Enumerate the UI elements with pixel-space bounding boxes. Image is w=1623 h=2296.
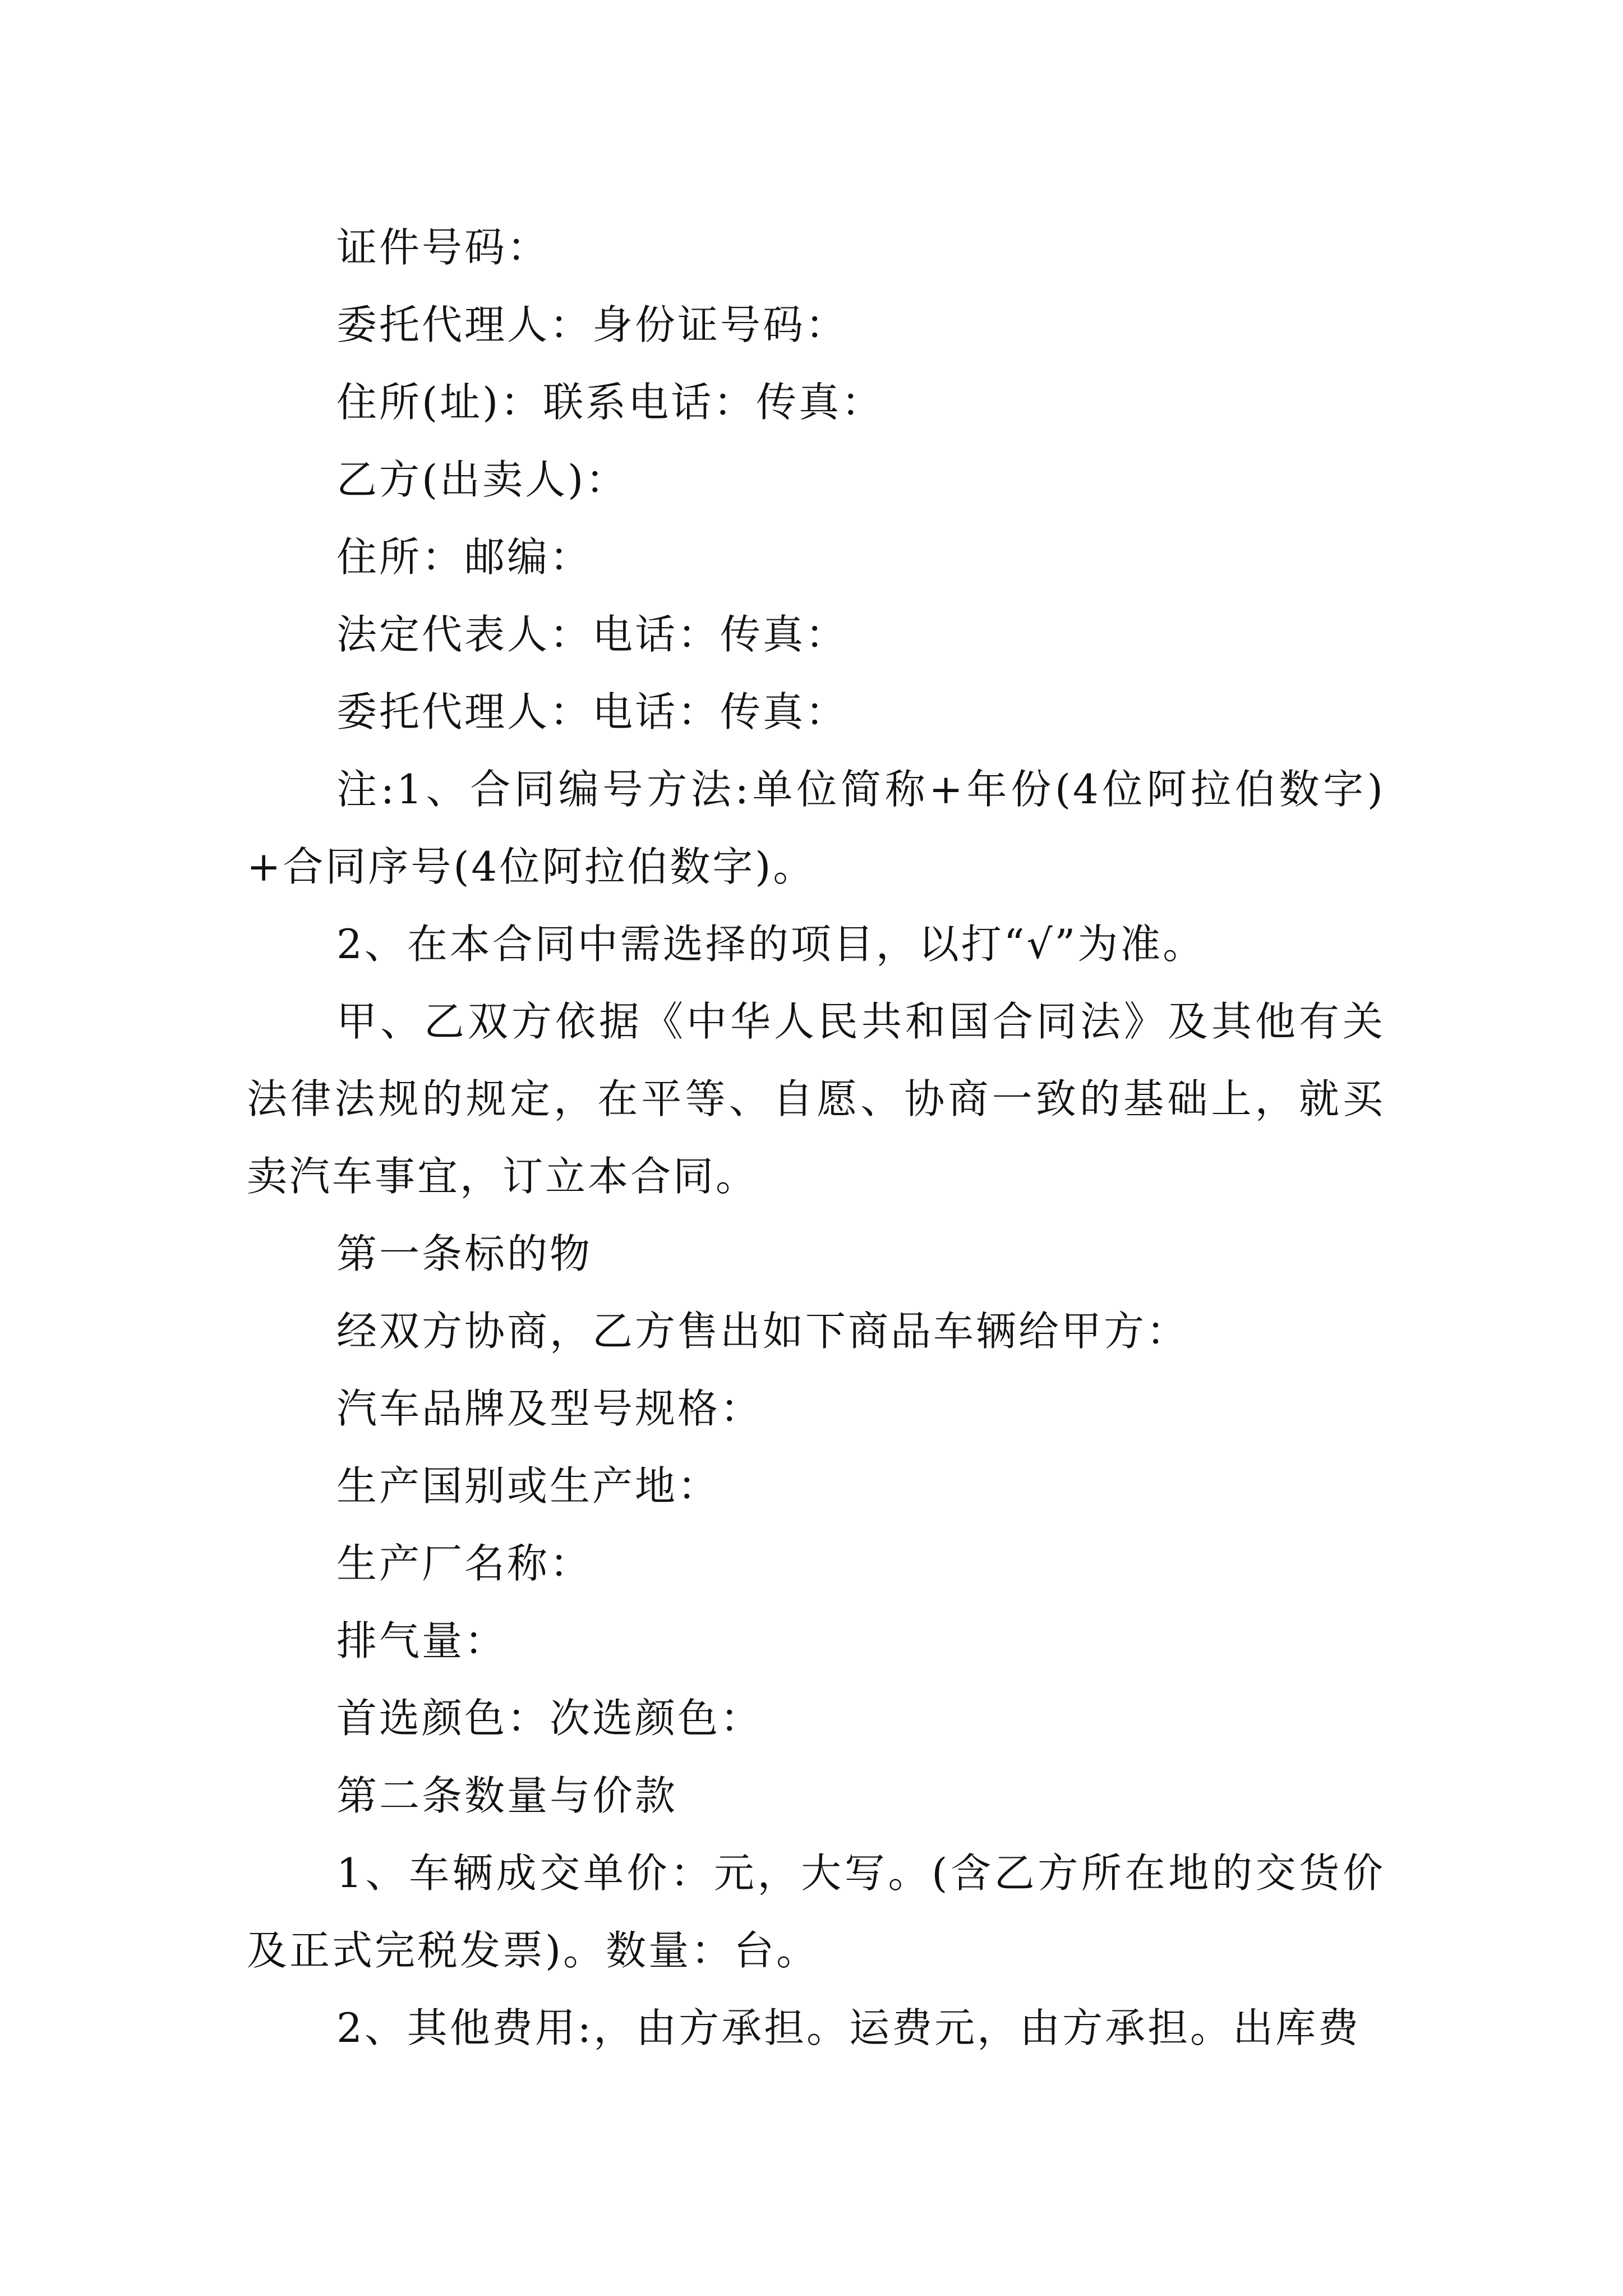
paragraph-brand-model: 汽车品牌及型号规格：	[336, 1385, 763, 1432]
paragraph-preamble: 甲、乙双方依据《中华人民共和国合同法》及其他有关法律法规的规定，在平等、自愿、协商一致的基础上，就买卖汽车事宜，订立本合同。	[247, 998, 1385, 1200]
paragraph-colors: 首选颜色：次选颜色：	[336, 1695, 763, 1742]
paragraph-note-selection: 2、在本合同中需选择的项目，以打“√”为准。	[336, 921, 1206, 968]
paragraph-party-b: 乙方(出卖人)：	[336, 456, 629, 503]
paragraph-displacement: 排气量：	[336, 1617, 508, 1664]
paragraph-vehicle-intro: 经双方协商，乙方售出如下商品车辆给甲方：	[336, 1308, 1189, 1355]
section-heading-article-2: 第二条数量与价款	[336, 1772, 678, 1819]
section-heading-article-1: 第一条标的物	[336, 1230, 593, 1277]
paragraph-agent-id: 委托代理人：身份证号码：	[336, 301, 849, 348]
paragraph-agent-contact: 委托代理人：电话：传真：	[336, 688, 849, 735]
paragraph-note-numbering: 注:1、合同编号方法:单位简称+年份(4位阿拉伯数字)+合同序号(4位阿拉伯数字)。	[247, 766, 1385, 890]
paragraph-manufacturer: 生产厂名称：	[336, 1540, 593, 1587]
document-body	[247, 209, 1385, 2067]
paragraph-address-contact: 住所(址)：联系电话：传真：	[336, 379, 884, 426]
paragraph-id-number: 证件号码：	[336, 224, 550, 271]
paragraph-other-fees: 2、其他费用:，由方承担。运费元，由方承担。出库费	[336, 2004, 1361, 2051]
paragraph-unit-price: 1、车辆成交单价：元，大写。(含乙方所在地的交货价及正式完税发票)。数量：台。	[247, 1849, 1385, 1974]
paragraph-address-postcode: 住所：邮编：	[336, 533, 593, 581]
paragraph-origin: 生产国别或生产地：	[336, 1462, 721, 1510]
paragraph-legal-representative: 法定代表人：电话：传真：	[336, 611, 849, 658]
